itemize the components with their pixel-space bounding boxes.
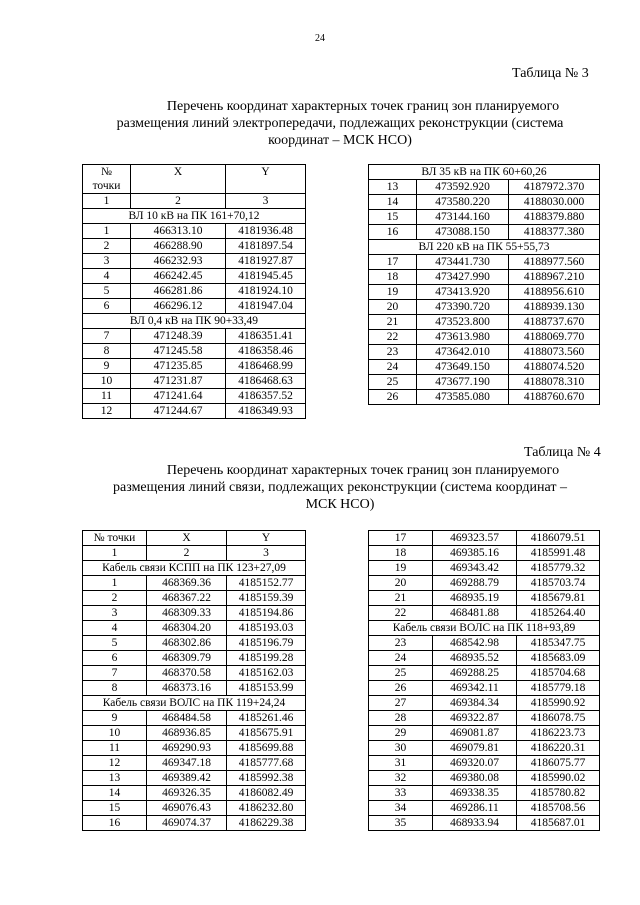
column-number-row (83, 546, 306, 561)
y-coordinate-cell: 4186229.38 (227, 816, 306, 831)
y-coordinate-cell: 4181947.04 (226, 299, 306, 314)
point-number-cell: 16 (369, 225, 417, 240)
x-coordinate-cell: 473441.730 (417, 255, 509, 270)
section-title: Кабель связи ВОЛС на ПК 119+24,24 (83, 696, 306, 711)
x-coordinate-cell: 469338.35 (433, 786, 517, 801)
table4-title-line3: МСК НСО) (305, 497, 375, 512)
x-coordinate-cell: 468935.52 (433, 651, 517, 666)
table-row (369, 651, 600, 666)
point-number-cell: 32 (369, 771, 433, 786)
y-coordinate-cell: 4185347.75 (517, 636, 600, 651)
point-number-cell: 13 (83, 771, 147, 786)
point-number-cell: 14 (369, 195, 417, 210)
y-coordinate-cell: 4186358.46 (226, 344, 306, 359)
table-row (369, 741, 600, 756)
table-row (369, 195, 600, 210)
y-coordinate-cell: 4185162.03 (227, 666, 306, 681)
x-coordinate-cell: 473585.080 (417, 390, 509, 405)
y-coordinate-cell: 4188069.770 (509, 330, 600, 345)
table-row (369, 375, 600, 390)
section-header-row (83, 696, 306, 711)
x-coordinate-cell: 469288.79 (433, 576, 517, 591)
table-row (369, 225, 600, 240)
point-number-cell: 20 (369, 300, 417, 315)
point-number-cell: 16 (83, 816, 147, 831)
x-coordinate-cell: 468935.19 (433, 591, 517, 606)
column-number-row (83, 194, 306, 209)
y-coordinate-cell: 4188967.210 (509, 270, 600, 285)
y-coordinate-cell: 4185675.91 (227, 726, 306, 741)
header-no: № точки (83, 531, 147, 546)
table-row (369, 576, 600, 591)
table-row (83, 606, 306, 621)
header-no-sub: точки (92, 180, 121, 192)
section-title: ВЛ 35 кВ на ПК 60+60,26 (369, 165, 600, 180)
x-coordinate-cell: 468542.98 (433, 636, 517, 651)
table-row (83, 711, 306, 726)
y-coordinate-cell: 4181927.87 (226, 254, 306, 269)
table-row (369, 531, 600, 546)
point-number-cell: 18 (369, 546, 433, 561)
col-number: 2 (147, 546, 227, 561)
table-row (369, 801, 600, 816)
x-coordinate-cell: 471241.64 (131, 389, 226, 404)
table-row (369, 786, 600, 801)
table3-title (80, 98, 600, 149)
x-coordinate-cell: 468309.33 (147, 606, 227, 621)
y-coordinate-cell: 4185990.02 (517, 771, 600, 786)
y-coordinate-cell: 4188760.670 (509, 390, 600, 405)
y-coordinate-cell: 4185687.01 (517, 816, 600, 831)
y-coordinate-cell: 4186349.93 (226, 404, 306, 419)
table-row (83, 816, 306, 831)
header-y: Y (226, 165, 306, 194)
point-number-cell: 7 (83, 666, 147, 681)
table-row (83, 344, 306, 359)
table-row (83, 636, 306, 651)
y-coordinate-cell: 4185779.18 (517, 681, 600, 696)
point-number-cell: 3 (83, 606, 147, 621)
table-row (369, 300, 600, 315)
x-coordinate-cell: 469320.07 (433, 756, 517, 771)
y-coordinate-cell: 4186232.80 (227, 801, 306, 816)
table-row (369, 816, 600, 831)
point-number-cell: 10 (83, 374, 131, 389)
y-coordinate-cell: 4188977.560 (509, 255, 600, 270)
table-row (83, 576, 306, 591)
y-coordinate-cell: 4188939.130 (509, 300, 600, 315)
x-coordinate-cell: 469074.37 (147, 816, 227, 831)
y-coordinate-cell: 4188073.560 (509, 345, 600, 360)
table4-title-line1: Перечень координат характерных точек границ зон планируемого (166, 463, 560, 478)
point-number-cell: 2 (83, 239, 131, 254)
point-number-cell: 20 (369, 576, 433, 591)
point-number-cell: 17 (369, 255, 417, 270)
header-row (83, 531, 306, 546)
y-coordinate-cell: 4186351.41 (226, 329, 306, 344)
table-row (369, 561, 600, 576)
y-coordinate-cell: 4185992.38 (227, 771, 306, 786)
point-number-cell: 34 (369, 801, 433, 816)
col-number: 3 (226, 194, 306, 209)
y-coordinate-cell: 4181936.48 (226, 224, 306, 239)
x-coordinate-cell: 473677.190 (417, 375, 509, 390)
point-number-cell: 24 (369, 651, 433, 666)
point-number-cell: 1 (83, 576, 147, 591)
table-row (83, 666, 306, 681)
table3-label: Таблица № 3 (512, 66, 589, 81)
y-coordinate-cell: 4186223.73 (517, 726, 600, 741)
table4-right (368, 530, 600, 831)
table-row (369, 636, 600, 651)
table-row (369, 315, 600, 330)
point-number-cell: 17 (369, 531, 433, 546)
y-coordinate-cell: 4185153.99 (227, 681, 306, 696)
x-coordinate-cell: 471231.87 (131, 374, 226, 389)
table-row (369, 666, 600, 681)
x-coordinate-cell: 473580.220 (417, 195, 509, 210)
table-row (369, 681, 600, 696)
table-row (369, 546, 600, 561)
x-coordinate-cell: 471248.39 (131, 329, 226, 344)
x-coordinate-cell: 468309.79 (147, 651, 227, 666)
section-title: Кабель связи КСПП на ПК 123+27,09 (83, 561, 306, 576)
section-title: ВЛ 220 кВ на ПК 55+55,73 (369, 240, 600, 255)
y-coordinate-cell: 4186082.49 (227, 786, 306, 801)
point-number-cell: 29 (369, 726, 433, 741)
y-coordinate-cell: 4181945.45 (226, 269, 306, 284)
table-row (83, 299, 306, 314)
x-coordinate-cell: 468369.36 (147, 576, 227, 591)
y-coordinate-cell: 4188737.670 (509, 315, 600, 330)
table-row (83, 681, 306, 696)
table-row (369, 726, 600, 741)
table-row (83, 359, 306, 374)
point-number-cell: 7 (83, 329, 131, 344)
y-coordinate-cell: 4188078.310 (509, 375, 600, 390)
x-coordinate-cell: 469081.87 (433, 726, 517, 741)
y-coordinate-cell: 4185990.92 (517, 696, 600, 711)
table-row (369, 210, 600, 225)
x-coordinate-cell: 468373.16 (147, 681, 227, 696)
point-number-cell: 28 (369, 711, 433, 726)
point-number-cell: 3 (83, 254, 131, 269)
x-coordinate-cell: 473592.920 (417, 180, 509, 195)
page-number: 24 (315, 33, 325, 44)
table-row (83, 269, 306, 284)
point-number-cell: 19 (369, 561, 433, 576)
table-row (369, 696, 600, 711)
x-coordinate-cell: 469079.81 (433, 741, 517, 756)
x-coordinate-cell: 473413.920 (417, 285, 509, 300)
section-title: Кабель связи ВОЛС на ПК 118+93,89 (369, 621, 600, 636)
point-number-cell: 21 (369, 315, 417, 330)
y-coordinate-cell: 4185679.81 (517, 591, 600, 606)
point-number-cell: 10 (83, 726, 147, 741)
y-coordinate-cell: 4181897.54 (226, 239, 306, 254)
table-row (83, 404, 306, 419)
x-coordinate-cell: 473649.150 (417, 360, 509, 375)
y-coordinate-cell: 4188379.880 (509, 210, 600, 225)
x-coordinate-cell: 469385.16 (433, 546, 517, 561)
header-y: Y (227, 531, 306, 546)
section-header-row (369, 165, 600, 180)
table3-title-line3: координат – МСК НСО) (268, 133, 412, 148)
x-coordinate-cell: 466242.45 (131, 269, 226, 284)
y-coordinate-cell: 4185193.03 (227, 621, 306, 636)
point-number-cell: 22 (369, 330, 417, 345)
x-coordinate-cell: 469322.87 (433, 711, 517, 726)
table-row (83, 786, 306, 801)
table-row (83, 756, 306, 771)
x-coordinate-cell: 466281.86 (131, 284, 226, 299)
y-coordinate-cell: 4188074.520 (509, 360, 600, 375)
point-number-cell: 13 (369, 180, 417, 195)
table-row (369, 255, 600, 270)
point-number-cell: 18 (369, 270, 417, 285)
x-coordinate-cell: 473642.010 (417, 345, 509, 360)
table-row (83, 254, 306, 269)
y-coordinate-cell: 4188377.380 (509, 225, 600, 240)
x-coordinate-cell: 471245.58 (131, 344, 226, 359)
point-number-cell: 30 (369, 741, 433, 756)
x-coordinate-cell: 469076.43 (147, 801, 227, 816)
col-number: 3 (227, 546, 306, 561)
table4-left (82, 530, 306, 831)
section-title: ВЛ 10 кВ на ПК 161+70,12 (83, 209, 306, 224)
x-coordinate-cell: 466232.93 (131, 254, 226, 269)
y-coordinate-cell: 4185991.48 (517, 546, 600, 561)
x-coordinate-cell: 466288.90 (131, 239, 226, 254)
point-number-cell: 8 (83, 681, 147, 696)
table-row (369, 345, 600, 360)
table-row (369, 606, 600, 621)
point-number-cell: 23 (369, 636, 433, 651)
table3-title-line1: Перечень координат характерных точек границ зон планируемого (166, 99, 560, 114)
x-coordinate-cell: 469286.11 (433, 801, 517, 816)
x-coordinate-cell: 473613.980 (417, 330, 509, 345)
table-row (369, 270, 600, 285)
point-number-cell: 9 (83, 359, 131, 374)
y-coordinate-cell: 4185159.39 (227, 591, 306, 606)
y-coordinate-cell: 4185683.09 (517, 651, 600, 666)
table-row (83, 329, 306, 344)
table-row (83, 389, 306, 404)
point-number-cell: 26 (369, 681, 433, 696)
y-coordinate-cell: 4186357.52 (226, 389, 306, 404)
header-no: № (101, 166, 112, 178)
table3-left (82, 164, 306, 419)
point-number-cell: 19 (369, 285, 417, 300)
table-row (83, 239, 306, 254)
x-coordinate-cell: 473427.990 (417, 270, 509, 285)
table-row (83, 284, 306, 299)
point-number-cell: 9 (83, 711, 147, 726)
y-coordinate-cell: 4181924.10 (226, 284, 306, 299)
header-x: X (147, 531, 227, 546)
y-coordinate-cell: 4187972.370 (509, 180, 600, 195)
y-coordinate-cell: 4185779.32 (517, 561, 600, 576)
table-row (83, 591, 306, 606)
y-coordinate-cell: 4186078.75 (517, 711, 600, 726)
point-number-cell: 25 (369, 375, 417, 390)
point-number-cell: 15 (83, 801, 147, 816)
table-row (369, 711, 600, 726)
x-coordinate-cell: 468481.88 (433, 606, 517, 621)
x-coordinate-cell: 469384.34 (433, 696, 517, 711)
y-coordinate-cell: 4185704.68 (517, 666, 600, 681)
section-title: ВЛ 0,4 кВ на ПК 90+33,49 (83, 314, 306, 329)
x-coordinate-cell: 471244.67 (131, 404, 226, 419)
point-number-cell: 25 (369, 666, 433, 681)
x-coordinate-cell: 468484.58 (147, 711, 227, 726)
table-row (83, 801, 306, 816)
x-coordinate-cell: 468936.85 (147, 726, 227, 741)
point-number-cell: 15 (369, 210, 417, 225)
table-row (369, 360, 600, 375)
x-coordinate-cell: 468304.20 (147, 621, 227, 636)
table-row (83, 224, 306, 239)
point-number-cell: 12 (83, 756, 147, 771)
point-number-cell: 2 (83, 591, 147, 606)
table4-title (80, 462, 600, 513)
point-number-cell: 11 (83, 741, 147, 756)
point-number-cell: 8 (83, 344, 131, 359)
section-header-row (369, 240, 600, 255)
y-coordinate-cell: 4185152.77 (227, 576, 306, 591)
table-row (369, 591, 600, 606)
table-row (369, 330, 600, 345)
section-header-row (369, 621, 600, 636)
x-coordinate-cell: 469290.93 (147, 741, 227, 756)
x-coordinate-cell: 469342.11 (433, 681, 517, 696)
point-number-cell: 23 (369, 345, 417, 360)
point-number-cell: 31 (369, 756, 433, 771)
point-number-cell: 5 (83, 636, 147, 651)
x-coordinate-cell: 468933.94 (433, 816, 517, 831)
point-number-cell: 14 (83, 786, 147, 801)
col-number: 2 (131, 194, 226, 209)
x-coordinate-cell: 469288.25 (433, 666, 517, 681)
x-coordinate-cell: 466313.10 (131, 224, 226, 239)
y-coordinate-cell: 4185264.40 (517, 606, 600, 621)
point-number-cell: 21 (369, 591, 433, 606)
y-coordinate-cell: 4186075.77 (517, 756, 600, 771)
x-coordinate-cell: 469323.57 (433, 531, 517, 546)
x-coordinate-cell: 469343.42 (433, 561, 517, 576)
x-coordinate-cell: 473088.150 (417, 225, 509, 240)
table4-label: Таблица № 4 (524, 445, 601, 460)
point-number-cell: 27 (369, 696, 433, 711)
x-coordinate-cell: 468370.58 (147, 666, 227, 681)
point-number-cell: 24 (369, 360, 417, 375)
table4-title-line2: размещения линий связи, подлежащих реконструкции (система координат – (113, 480, 567, 495)
header-row (83, 165, 306, 194)
point-number-cell: 33 (369, 786, 433, 801)
y-coordinate-cell: 4185196.79 (227, 636, 306, 651)
header-cell (83, 165, 131, 194)
y-coordinate-cell: 4185777.68 (227, 756, 306, 771)
y-coordinate-cell: 4186468.63 (226, 374, 306, 389)
y-coordinate-cell: 4186079.51 (517, 531, 600, 546)
point-number-cell: 26 (369, 390, 417, 405)
table-row (83, 771, 306, 786)
point-number-cell: 12 (83, 404, 131, 419)
section-header-row (83, 209, 306, 224)
y-coordinate-cell: 4186220.31 (517, 741, 600, 756)
col-number: 1 (83, 546, 147, 561)
y-coordinate-cell: 4185261.46 (227, 711, 306, 726)
point-number-cell: 11 (83, 389, 131, 404)
table-row (369, 180, 600, 195)
point-number-cell: 4 (83, 269, 131, 284)
y-coordinate-cell: 4188956.610 (509, 285, 600, 300)
x-coordinate-cell: 469326.35 (147, 786, 227, 801)
x-coordinate-cell: 469347.18 (147, 756, 227, 771)
x-coordinate-cell: 473144.160 (417, 210, 509, 225)
point-number-cell: 6 (83, 651, 147, 666)
point-number-cell: 4 (83, 621, 147, 636)
x-coordinate-cell: 466296.12 (131, 299, 226, 314)
point-number-cell: 22 (369, 606, 433, 621)
y-coordinate-cell: 4186468.99 (226, 359, 306, 374)
table-row (83, 741, 306, 756)
y-coordinate-cell: 4185699.88 (227, 741, 306, 756)
x-coordinate-cell: 468367.22 (147, 591, 227, 606)
x-coordinate-cell: 473390.720 (417, 300, 509, 315)
table3-title-line2: размещения линий электропередачи, подлежащих реконструкции (система (116, 116, 564, 131)
section-header-row (83, 314, 306, 329)
table-row (369, 771, 600, 786)
point-number-cell: 1 (83, 224, 131, 239)
point-number-cell: 6 (83, 299, 131, 314)
point-number-cell: 35 (369, 816, 433, 831)
x-coordinate-cell: 468302.86 (147, 636, 227, 651)
table-row (369, 756, 600, 771)
y-coordinate-cell: 4185708.56 (517, 801, 600, 816)
x-coordinate-cell: 469380.08 (433, 771, 517, 786)
header-x: X (131, 165, 226, 194)
y-coordinate-cell: 4185703.74 (517, 576, 600, 591)
x-coordinate-cell: 471235.85 (131, 359, 226, 374)
point-number-cell: 5 (83, 284, 131, 299)
y-coordinate-cell: 4188030.000 (509, 195, 600, 210)
table-row (369, 390, 600, 405)
x-coordinate-cell: 469389.42 (147, 771, 227, 786)
table-row (369, 285, 600, 300)
x-coordinate-cell: 473523.800 (417, 315, 509, 330)
table-row (83, 621, 306, 636)
y-coordinate-cell: 4185199.28 (227, 651, 306, 666)
section-header-row (83, 561, 306, 576)
table-row (83, 651, 306, 666)
y-coordinate-cell: 4185780.82 (517, 786, 600, 801)
y-coordinate-cell: 4185194.86 (227, 606, 306, 621)
table3-right (368, 164, 600, 405)
table-row (83, 374, 306, 389)
col-number: 1 (83, 194, 131, 209)
table-row (83, 726, 306, 741)
